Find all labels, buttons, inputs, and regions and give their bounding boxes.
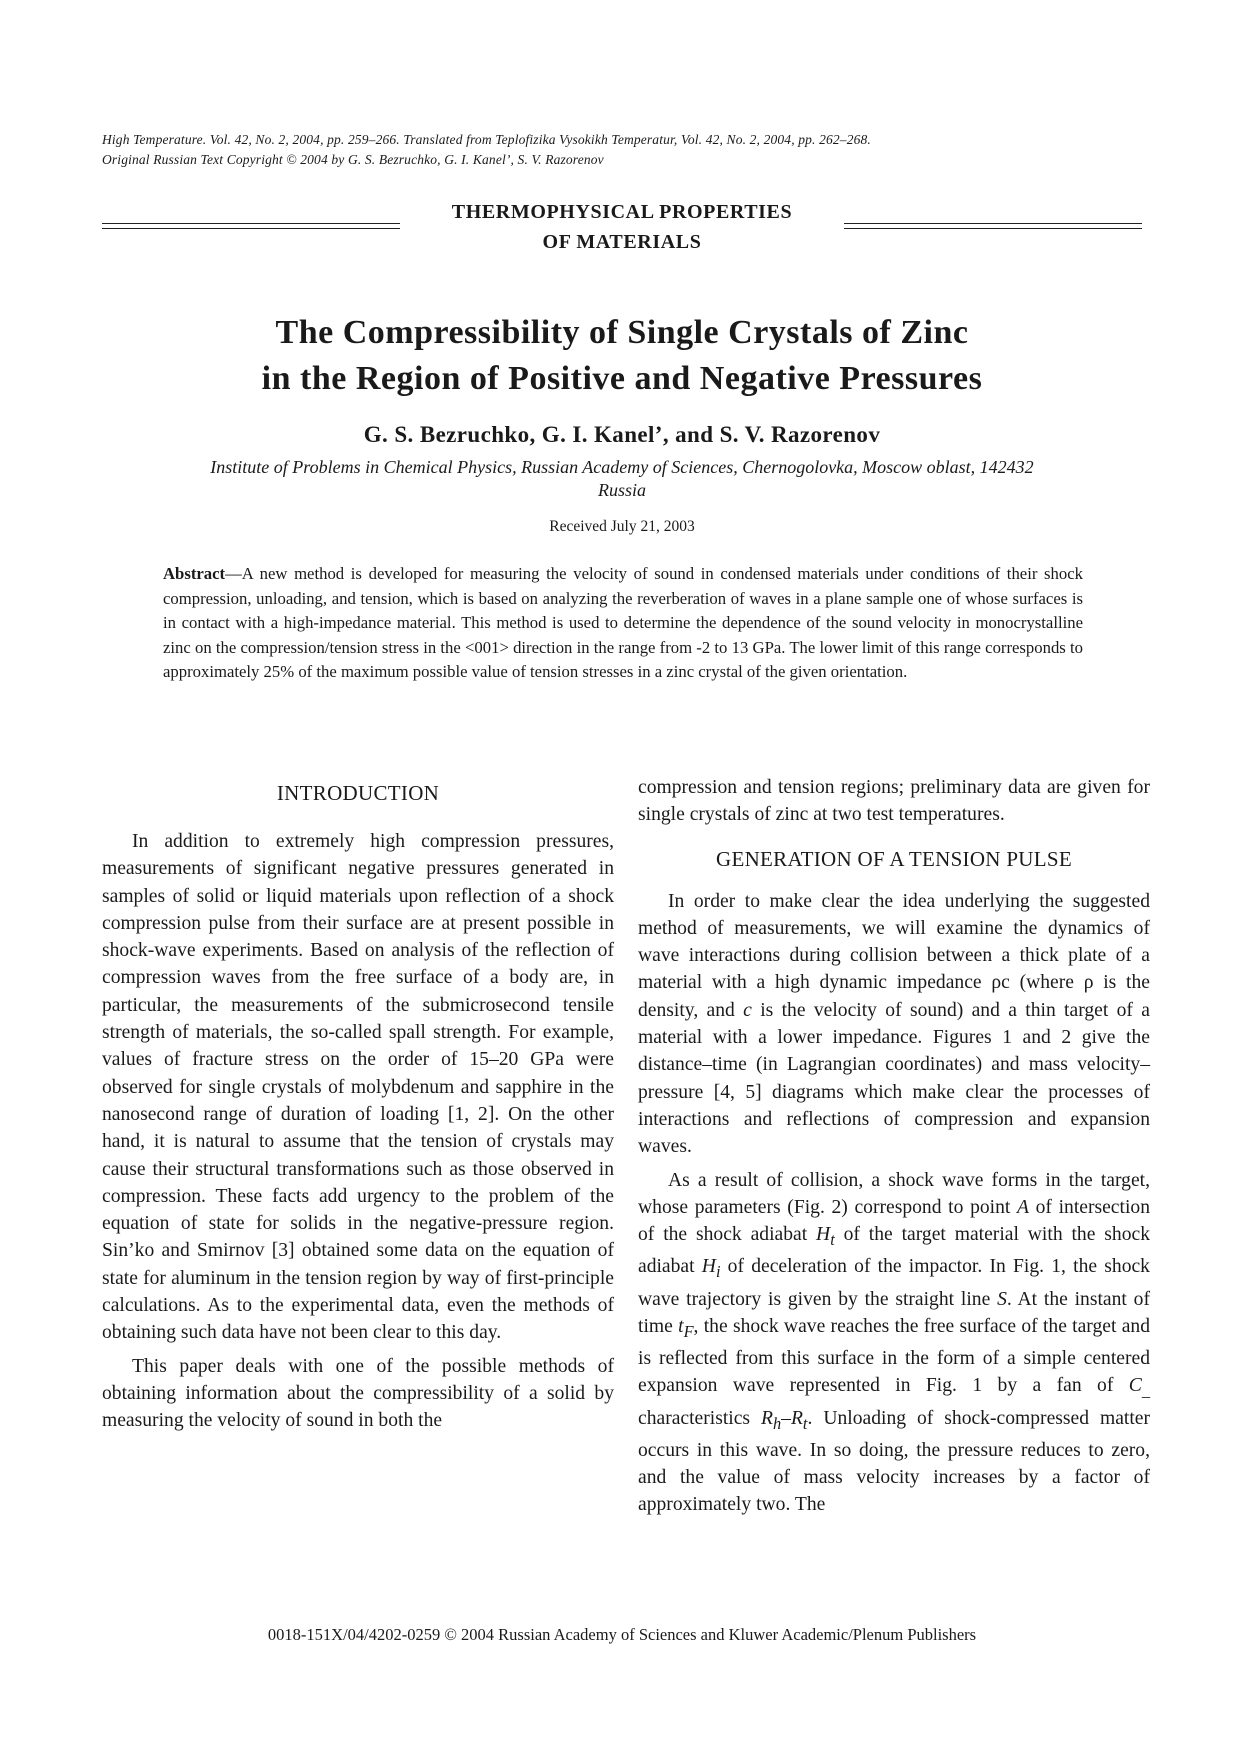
paper-title-line1: The Compressibility of Single Crystals of Zinc [275, 314, 969, 351]
text-run: of deceleration of the impactor. In Fig. 1, the shock wave trajectory is given by the straight line [638, 1256, 1150, 1310]
introduction-paragraph-1: In addition to extremely high compression pressures, measurements of significant negative pressures generated in samples of solid or liquid materials upon reflection of a shock compression pulse from their surface are at present possible in shock-wave experiments. Based on analysis of the reflection of compression waves from the free surface of a body are, in particular, the measurements of the submicrosecond tensile strength of materials, the so-called spall strength. For example, values of fracture stress on the order of 15–20 GPa were observed for single crystals of molybdenum and sapphire in the nanosecond range of duration of loading [1, 2]. On the other hand, it is natural to assume that the tension of crystals may cause their structural transformations such as those observed in compression. These facts add urgency to the problem of the equation of state for solids in the negative-pressure region. Sin’ko and Smirnov [3] obtained some data on the equation of state for aluminum in the tension region by way of first-principle calculations. As to the experimental data, even the methods of obtaining such data have not been clear to this day. [102, 831, 614, 1344]
section-rule-left [102, 223, 400, 229]
generation-paragraph-2 [638, 1167, 1150, 1519]
citation-line: High Temperature. Vol. 42, No. 2, 2004, pp. 259–266. Translated from Teplofizika Vysokikh Temperatur, Vol. 42, No. 2, 2004, pp. 262–268. [102, 132, 871, 147]
abstract [163, 562, 1083, 685]
symbol-s: S [997, 1288, 1007, 1310]
subscript-i: i [715, 1262, 721, 1282]
subscript-t: t [830, 1230, 835, 1250]
abstract-label: Abstract [163, 564, 226, 583]
paper-title [102, 310, 1142, 402]
affiliation-line1: Institute of Problems in Chemical Physics, Russian Academy of Sciences, Chernogolovka, Moscow oblast, 142432 [210, 457, 1034, 477]
symbol-h: H [816, 1224, 831, 1246]
text-run: is the velocity of sound) and a thin target of a material with a lower impedance. Figures 1 and 2 give the distance–time (in Lagrangian coordinates) and mass velocity–pressure [4, 5] diagrams which make clear the processes of interactions and reflections of compression and expansion waves. [638, 999, 1150, 1158]
symbol-a: A [1017, 1196, 1029, 1218]
text-run: , the shock wave reaches the free surface of the target and is reflected from this surface in the form of a simple centered expansion wave represented in Fig. 1 by a fan of [638, 1315, 1150, 1397]
generation-heading: GENERATION OF A TENSION PULSE [716, 846, 1072, 871]
authors: G. S. Bezruchko, G. I. Kanel’, and S. V. Razorenov [363, 422, 881, 447]
copyright-line: Original Russian Text Copyright © 2004 by G. S. Bezruchko, G. I. Kanel’, S. V. Razorenov [102, 152, 604, 167]
subscript-f: F [683, 1321, 694, 1341]
footer: 0018-151X/04/4202-0259 © 2004 Russian Academy of Sciences and Kluwer Academic/Plenum Publishers [267, 1625, 977, 1644]
text-run: . At the instant of time [638, 1288, 1150, 1337]
paper-title-line2: in the Region of Positive and Negative Pressures [261, 360, 983, 397]
text-run: of the target material with the shock adiabat [638, 1224, 1151, 1278]
affiliation [102, 456, 1142, 502]
section-title-line1: THERMOPHYSICAL PROPERTIES [451, 201, 793, 223]
generation-paragraph-1 [638, 888, 1150, 1161]
symbol-c: c [743, 999, 752, 1021]
section-title-line2: OF MATERIALS [542, 231, 702, 253]
text-run: In order to make clear the idea underlying the suggested method of measurements, we will examine the dynamics of wave interactions during collision between a thick plate of a material with a high dynamic impedance [638, 890, 1150, 994]
subscript-minus: _ [1141, 1381, 1150, 1401]
introduction-heading: INTRODUCTION [276, 781, 440, 805]
section-rule-right [844, 223, 1142, 229]
received-date: Received July 21, 2003 [549, 518, 695, 535]
symbol-h: H [701, 1256, 716, 1278]
introduction-paragraph-2: This paper deals with one of the possible methods of obtaining information about the compressibility of a solid by measuring the velocity of sound in both the [102, 1355, 614, 1432]
left-column [102, 774, 614, 1435]
symbol-rho-c: ρc [991, 972, 1010, 994]
subscript-t: t [802, 1413, 808, 1433]
symbol-r: R [790, 1407, 803, 1429]
abstract-text: —A new method is developed for measuring the velocity of sound in condensed materials under conditions of their shock compression, unloading, and tension, which is based on analyzing the reverberation of waves in a plane sample one of whose surfaces is in contact with a high-impedance material. This method is used to determine the dependence of the sound velocity in monocrystalline zinc on the compression/tension stress in the <001> direction in the range from -2 to 13 GPa. The lower limit of this range corresponds to approximately 25% of the maximum possible value of tension stresses in a zinc crystal of the given orientation. [163, 564, 1083, 682]
text-run: As a result of collision, a shock wave forms in the target, whose parameters (Fig. 2) correspond to point [638, 1169, 1150, 1218]
text-run: (where ρ is the density, and [638, 972, 1150, 1021]
text-run: . Unloading of shock-compressed matter occurs in this wave. In so doing, the pressure reduces to zero, and the value of mass velocity increases by a factor of approximately two. The [638, 1407, 1151, 1516]
section-title [402, 197, 842, 257]
symbol-t: t [678, 1315, 684, 1337]
symbol-r: R [761, 1407, 773, 1429]
symbol-c-minus: C [1128, 1375, 1142, 1397]
affiliation-line2: Russia [597, 480, 646, 500]
subscript-h: h [772, 1413, 782, 1433]
section-heading [102, 197, 1142, 257]
en-dash: – [781, 1407, 791, 1429]
right-column [638, 774, 1150, 1519]
introduction-paragraph-2-continued: compression and tension regions; preliminary data are given for single crystals of zinc at two test temperatures. [638, 777, 1150, 826]
text-run: of intersection of the shock adiabat [638, 1196, 1150, 1246]
text-run: characteristics [638, 1407, 762, 1429]
